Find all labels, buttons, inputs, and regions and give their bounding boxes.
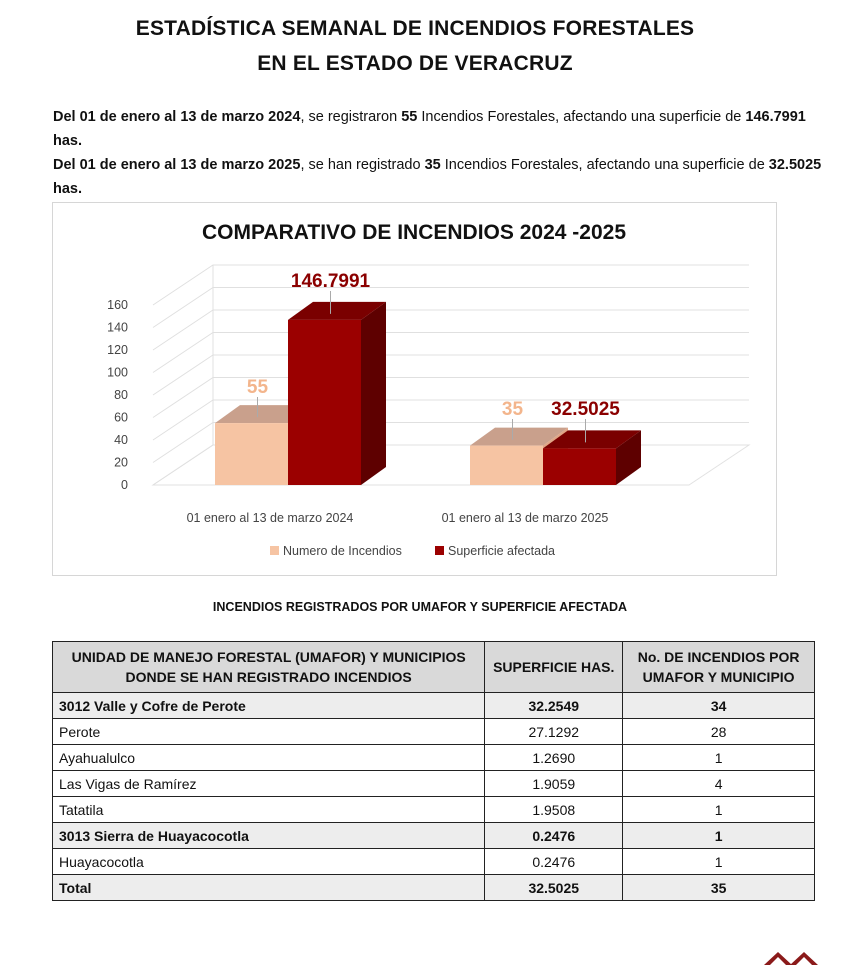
y-tick-label: 160 (107, 298, 128, 312)
gridline (153, 265, 749, 305)
summary-2025-area: 32.5025 has. (53, 157, 822, 197)
row-name-cell: Huayacocotla (53, 849, 485, 875)
summary-2025-period: Del 01 de enero al 13 de marzo 2025 (53, 157, 301, 173)
x-category-label: 01 enero al 13 de marzo 2025 (441, 511, 609, 525)
gridline (153, 333, 749, 373)
row-name-cell: Las Vigas de Ramírez (53, 771, 485, 797)
row-name-cell: Ayahualulco (53, 745, 485, 771)
row-count-cell: 34 (623, 693, 815, 719)
row-count-cell: 4 (623, 771, 815, 797)
x-category-label: 01 enero al 13 de marzo 2024 (186, 511, 354, 525)
row-count-cell: 1 (623, 849, 815, 875)
row-count-cell: 28 (623, 719, 815, 745)
gridline (153, 310, 749, 350)
table-row (53, 823, 815, 849)
summary-2025-count: 35 (424, 157, 441, 173)
legend-label: Superficie afectada (448, 544, 556, 558)
table-total-row (53, 875, 815, 901)
data-label: 55 (246, 377, 269, 398)
table-row (53, 797, 815, 823)
y-tick-label: 20 (114, 455, 128, 470)
row-count-cell: 1 (623, 745, 815, 771)
header-superficie: SUPERFICIE HAS. (485, 642, 623, 693)
bar (215, 423, 288, 485)
data-label: 35 (501, 399, 524, 420)
table-row (53, 719, 815, 745)
bar (470, 446, 543, 485)
table-header-row (53, 642, 815, 693)
table-row (53, 771, 815, 797)
row-area-cell: 1.2690 (485, 745, 623, 771)
row-area-cell: 0.2476 (485, 849, 623, 875)
row-area-cell: 32.2549 (485, 693, 623, 719)
summary-2024-text-a: , se registraron (300, 109, 402, 125)
summary-2024-area: 146.7991 has. (53, 109, 806, 149)
row-count-cell: 35 (623, 875, 815, 901)
page-title: ESTADÍSTICA SEMANAL DE INCENDIOS FORESTALES (135, 17, 695, 40)
row-name-cell: Tatatila (53, 797, 485, 823)
row-count-cell: 1 (623, 797, 815, 823)
table-row (53, 849, 815, 875)
bar (288, 320, 361, 485)
umafor-table (52, 641, 815, 901)
row-area-cell: 0.2476 (485, 823, 623, 849)
comparison-chart (52, 202, 777, 576)
logo-icon (760, 948, 830, 965)
table-row (53, 693, 815, 719)
y-tick-label: 40 (114, 433, 128, 447)
chart-title: COMPARATIVO DE INCENDIOS 2024 -2025 (202, 221, 626, 244)
row-count-cell: 1 (623, 823, 815, 849)
table-title: INCENDIOS REGISTRADOS POR UMAFOR Y SUPERFICIE AFECTADA (212, 600, 628, 614)
row-area-cell: 32.5025 (485, 875, 623, 901)
data-label: 32.5025 (551, 399, 620, 420)
bar-side (361, 302, 386, 485)
summary-2024-period: Del 01 de enero al 13 de marzo 2024 (53, 109, 301, 125)
row-name-cell: Perote (53, 719, 485, 745)
y-tick-label: 120 (107, 343, 128, 357)
summary-2024-text-b: Incendios Forestales, afectando una superficie de (417, 109, 746, 125)
row-area-cell: 27.1292 (485, 719, 623, 745)
y-tick-label: 80 (114, 388, 128, 402)
summary-2024 (53, 106, 823, 153)
table-row (53, 745, 815, 771)
summary-2025-text-b: Incendios Forestales, afectando una superficie de (440, 157, 769, 173)
y-tick-label: 140 (107, 320, 128, 335)
legend-label: Numero de Incendios (283, 544, 402, 558)
y-tick-label: 100 (107, 365, 128, 380)
gridline (153, 355, 749, 395)
summary-2024-count: 55 (401, 109, 418, 125)
legend-swatch (270, 546, 279, 555)
summary-2025 (53, 154, 823, 201)
header-incendios: No. DE INCENDIOS POR UMAFOR Y MUNICIPIO (623, 642, 815, 693)
data-label: 146.7991 (290, 271, 371, 292)
header-umafor: UNIDAD DE MANEJO FORESTAL (UMAFOR) Y MUNICIPIOS DONDE SE HAN REGISTRADO INCENDIOS (53, 642, 485, 693)
chart-canvas (53, 203, 776, 575)
summary-2025-text-a: , se han registrado (300, 157, 425, 173)
row-name-cell: 3013 Sierra de Huayacocotla (53, 823, 485, 849)
y-tick-label: 60 (114, 410, 128, 425)
bar (543, 448, 616, 485)
row-area-cell: 1.9059 (485, 771, 623, 797)
row-area-cell: 1.9508 (485, 797, 623, 823)
gridline (153, 288, 749, 328)
legend-swatch (435, 546, 444, 555)
page-subtitle: EN EL ESTADO DE VERACRUZ (257, 52, 573, 75)
row-name-cell: 3012 Valle y Cofre de Perote (53, 693, 485, 719)
y-tick-label: 0 (121, 478, 128, 492)
row-name-cell: Total (53, 875, 485, 901)
